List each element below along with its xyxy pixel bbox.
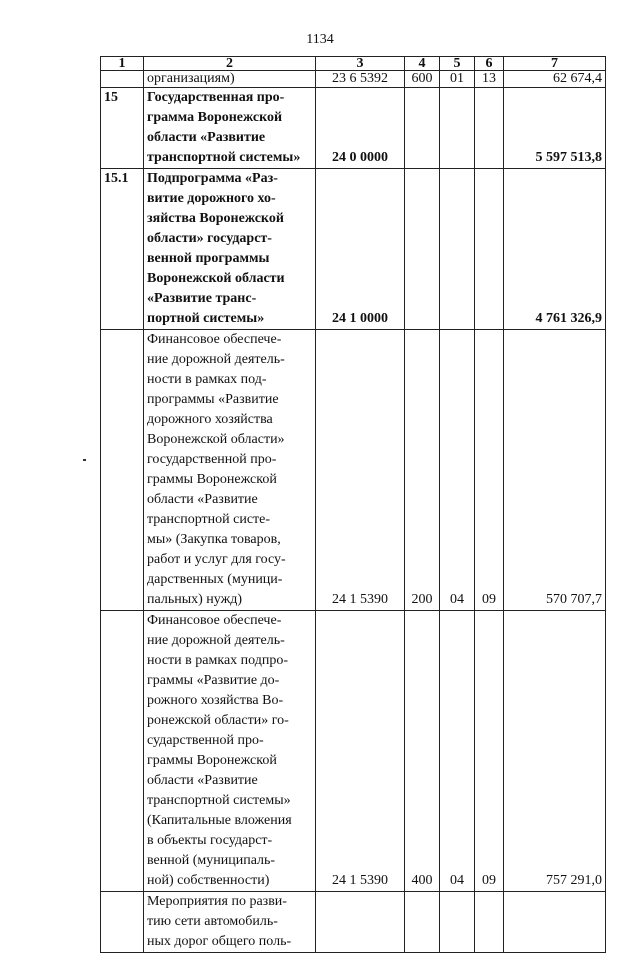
header-col-5: 5 <box>440 57 475 71</box>
row-subsection-cell: 09 <box>475 330 504 611</box>
row-expense-type-cell: 600 <box>405 71 440 88</box>
row-name-line: государственной про- <box>147 452 277 467</box>
row-name-line: области «Развитие <box>147 773 258 788</box>
row-name-cell <box>144 892 316 953</box>
table-row <box>101 892 606 953</box>
table-row <box>101 330 606 611</box>
row-name-line: сударственной про- <box>147 733 264 748</box>
row-name-line: мы» (Закупка товаров, <box>147 532 281 547</box>
row-name-line: Государственная про- <box>147 90 285 105</box>
row-name-line: пальных) нужд) <box>147 592 243 607</box>
header-col-2: 2 <box>144 57 316 71</box>
row-section-cell <box>440 892 475 953</box>
header-col-6: 6 <box>475 57 504 71</box>
row-section-cell: 04 <box>440 611 475 892</box>
row-expense-type-cell: 400 <box>405 611 440 892</box>
row-name-line: граммы Воронежской <box>147 753 277 768</box>
row-code-cell: 24 0 0000 <box>316 88 405 169</box>
header-col-1: 1 <box>101 57 144 71</box>
budget-table <box>100 56 606 953</box>
row-name-cell <box>144 611 316 892</box>
row-name-line: венной (муниципаль- <box>147 853 276 868</box>
row-code-cell: 23 6 5392 <box>316 71 405 88</box>
row-section-cell <box>440 88 475 169</box>
row-name-line: ных дорог общего поль- <box>147 934 292 949</box>
row-name-line: ности в рамках под- <box>147 372 267 387</box>
row-name-line: дарственных (муници- <box>147 572 283 587</box>
row-subsection-cell <box>475 88 504 169</box>
row-name-line: ности в рамках подпро- <box>147 653 289 668</box>
row-number-cell <box>101 330 144 611</box>
row-subsection-cell: 09 <box>475 611 504 892</box>
row-code-cell: 24 1 0000 <box>316 169 405 330</box>
row-name-line: венной программы <box>147 251 270 266</box>
row-name-line: тию сети автомобиль- <box>147 914 278 929</box>
row-name-line: Финансовое обеспече- <box>147 332 282 347</box>
row-name-line: организациям) <box>147 71 235 86</box>
row-expense-type-cell: 200 <box>405 330 440 611</box>
header-col-4: 4 <box>405 57 440 71</box>
row-name-line: Мероприятия по разви- <box>147 894 287 909</box>
row-name-line: транспортной системы» <box>147 150 301 165</box>
row-amount-cell: 62 674,4 <box>504 71 606 88</box>
row-name-line: области» государст- <box>147 231 272 246</box>
row-name-cell <box>144 88 316 169</box>
row-name-line: ние дорожной деятель- <box>147 633 285 648</box>
row-number-cell <box>101 611 144 892</box>
row-name-line: граммы Воронежской <box>147 472 277 487</box>
row-subsection-cell: 13 <box>475 71 504 88</box>
header-col-7: 7 <box>504 57 606 71</box>
row-code-cell: 24 1 5390 <box>316 611 405 892</box>
row-name-line: области «Развитие <box>147 492 258 507</box>
row-expense-type-cell <box>405 88 440 169</box>
row-amount-cell <box>504 892 606 953</box>
row-section-cell <box>440 169 475 330</box>
row-section-cell: 04 <box>440 330 475 611</box>
header-col-3: 3 <box>316 57 405 71</box>
row-name-line: ние дорожной деятель- <box>147 352 285 367</box>
row-name-line: Финансовое обеспече- <box>147 613 282 628</box>
row-name-cell <box>144 330 316 611</box>
row-name-line: грамма Воронежской <box>147 110 283 125</box>
row-amount-cell: 5 597 513,8 <box>504 88 606 169</box>
row-name-line: работ и услуг для госу- <box>147 552 286 567</box>
row-section-cell: 01 <box>440 71 475 88</box>
row-amount-cell: 570 707,7 <box>504 330 606 611</box>
table-row <box>101 88 606 169</box>
row-name-line: (Капитальные вложения <box>147 813 292 828</box>
table-row <box>101 169 606 330</box>
table-row <box>101 71 606 88</box>
row-number-cell: 15.1 <box>101 169 144 330</box>
row-number-cell <box>101 71 144 88</box>
row-name-line: «Развитие транс- <box>147 291 257 306</box>
page-number: 1134 <box>306 32 334 47</box>
row-name-line: транспортной системы» <box>147 793 291 808</box>
row-amount-cell: 757 291,0 <box>504 611 606 892</box>
row-name-line: в объекты государст- <box>147 833 273 848</box>
row-name-line: витие дорожного хо- <box>147 191 276 206</box>
row-subsection-cell <box>475 169 504 330</box>
row-name-line: рожного хозяйства Во- <box>147 693 284 708</box>
row-code-cell <box>316 892 405 953</box>
row-name-cell <box>144 169 316 330</box>
row-name-line: Воронежской области» <box>147 432 285 447</box>
row-number-cell <box>101 892 144 953</box>
row-expense-type-cell <box>405 892 440 953</box>
row-name-line: области «Развитие <box>147 130 266 145</box>
row-name-line: Воронежской области <box>147 271 285 286</box>
row-number-cell: 15 <box>101 88 144 169</box>
row-name-line: портной системы» <box>147 311 265 326</box>
table-header-row <box>101 57 606 71</box>
row-name-line: ронежской области» го- <box>147 713 289 728</box>
row-name-cell <box>144 71 316 88</box>
row-amount-cell: 4 761 326,9 <box>504 169 606 330</box>
stray-mark <box>83 459 86 461</box>
row-name-line: ной) собственности) <box>147 873 270 888</box>
row-name-line: программы «Развитие <box>147 392 279 407</box>
row-name-line: зяйства Воронежской <box>147 211 284 226</box>
row-code-cell: 24 1 5390 <box>316 330 405 611</box>
row-expense-type-cell <box>405 169 440 330</box>
row-name-line: дорожного хозяйства <box>147 412 273 427</box>
row-name-line: граммы «Развитие до- <box>147 673 280 688</box>
row-subsection-cell <box>475 892 504 953</box>
row-name-line: Подпрограмма «Раз- <box>147 171 278 186</box>
table-row <box>101 611 606 892</box>
row-name-line: транспортной систе- <box>147 512 271 527</box>
